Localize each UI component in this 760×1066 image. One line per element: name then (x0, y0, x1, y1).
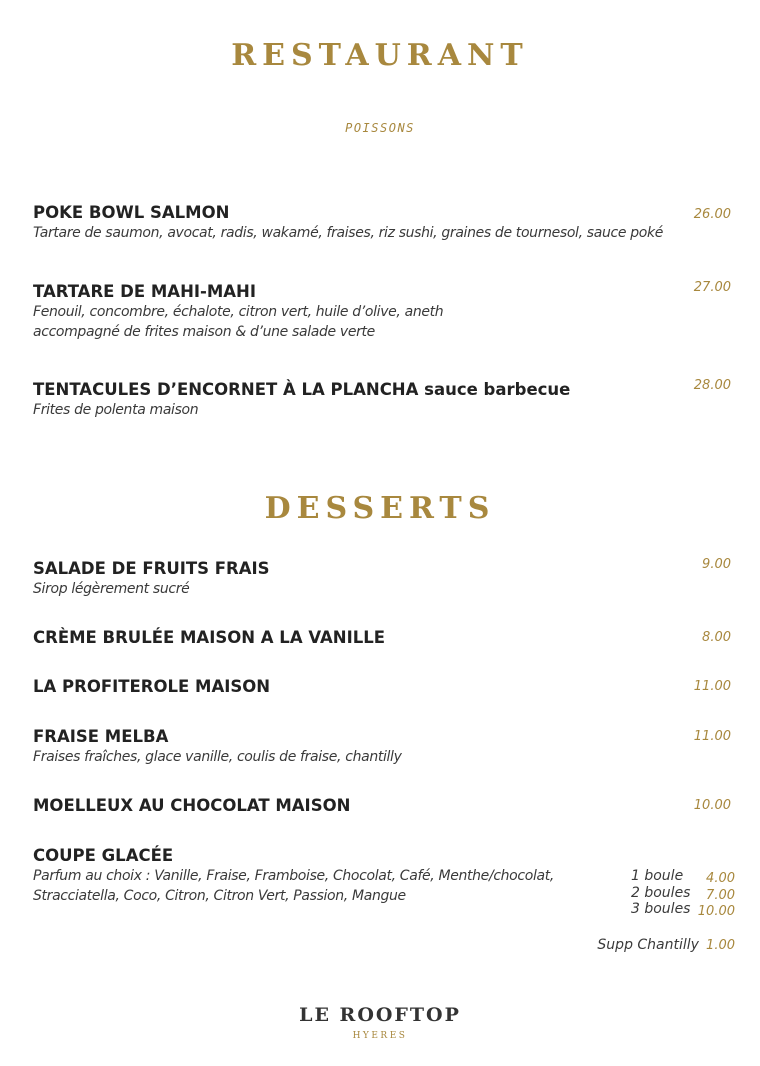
scoop-price: 10.00 (697, 904, 735, 919)
menu-item-moelleux (33, 796, 735, 816)
item-name: CRÈME BRULÉE MAISON A LA VANILLE (33, 628, 386, 647)
scoop-price: 7.00 (706, 887, 735, 903)
item-name: FRAISE MELBA (33, 727, 169, 746)
menu-item-poke-bowl (33, 203, 735, 243)
item-price: 9.00 (702, 557, 731, 572)
menu-item-coupe-glacee (33, 846, 613, 906)
item-description: Frites de polenta maison (33, 402, 199, 418)
menu-item-profiterole (33, 677, 735, 697)
menu-item-salade-fruits (33, 559, 735, 599)
item-description: Fenouil, concombre, échalote, citron vert, huile d’olive, aneth (33, 304, 444, 320)
item-price: 27.00 (693, 280, 731, 295)
scoop-label: 3 boules (631, 901, 691, 917)
item-name: TARTARE DE MAHI-MAHI (33, 282, 257, 301)
item-name: POKE BOWL SALMON (33, 203, 230, 222)
menu-item-fraise-melba (33, 727, 735, 767)
item-price: 28.00 (693, 378, 731, 393)
item-name-main: TENTACULES D’ENCORNET À LA PLANCHA (33, 380, 419, 399)
restaurant-title: RESTAURANT (231, 38, 529, 73)
item-name: LA PROFITEROLE MAISON (33, 677, 271, 696)
item-name-suffix: sauce barbecue (418, 380, 571, 399)
footer-brand-logo: LE ROOFTOP (299, 1004, 461, 1026)
scoop-row (631, 885, 741, 902)
supplement-price: 1.00 (706, 938, 735, 953)
item-price: 26.00 (693, 207, 731, 222)
scoop-price: 4.00 (706, 871, 735, 886)
item-name (33, 380, 735, 400)
scoop-row (631, 901, 741, 918)
menu-item-creme-brulee (33, 628, 735, 648)
item-description: Fraises fraîches, glace vanille, coulis de fraise, chantilly (33, 749, 402, 765)
item-price: 11.00 (693, 729, 731, 744)
scoop-row (631, 868, 741, 885)
item-description: accompagné de frites maison & d’une salade verte (33, 324, 375, 340)
item-price: 11.00 (693, 679, 731, 694)
scoop-price-list (631, 868, 741, 918)
desserts-title: DESSERTS (264, 491, 496, 526)
item-name: SALADE DE FRUITS FRAIS (33, 559, 270, 578)
scoop-label: 1 boule (631, 868, 684, 884)
item-description: Stracciatella, Coco, Citron, Citron Vert, Passion, Mangue (33, 888, 406, 904)
scoop-label: 2 boules (631, 884, 691, 901)
item-price: 8.00 (702, 630, 731, 645)
menu-item-tartare-mahi (33, 282, 735, 342)
supplement-label: Supp Chantilly (597, 937, 699, 953)
item-description: Tartare de saumon, avocat, radis, wakamé, fraises, riz sushi, graines de tournesol, sauce poké (33, 225, 663, 241)
item-name: MOELLEUX AU CHOCOLAT MAISON (33, 796, 351, 815)
item-description: Sirop légèrement sucré (33, 581, 190, 597)
item-name: COUPE GLACÉE (33, 846, 174, 865)
footer-city: HYERES (352, 1031, 408, 1041)
menu-item-tentacules (33, 380, 735, 420)
supplement-line (597, 934, 735, 953)
poissons-subtitle: POISSONS (345, 121, 415, 135)
item-price: 10.00 (693, 798, 731, 813)
item-description: Parfum au choix : Vanille, Fraise, Framboise, Chocolat, Café, Menthe/chocolat, (33, 868, 554, 884)
